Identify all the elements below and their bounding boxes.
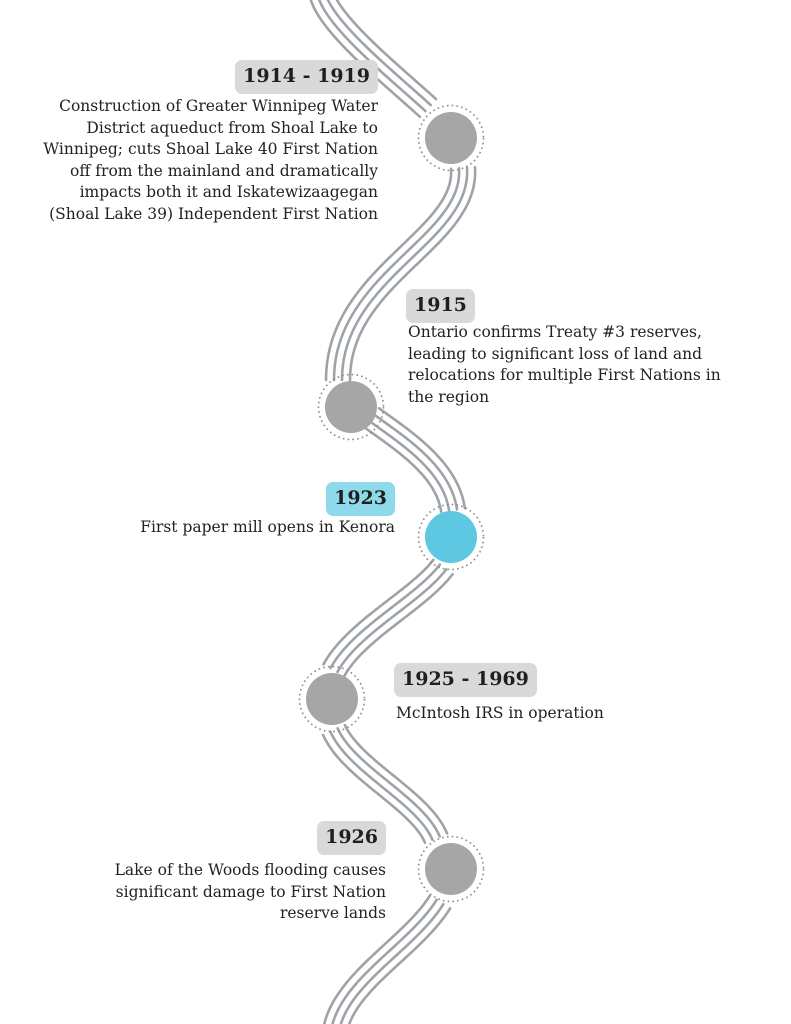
road-line xyxy=(345,574,453,676)
event-date-badge: 1926 xyxy=(317,821,386,855)
event-description: Lake of the Woods flooding causes significant damage to First Nation reserve lands xyxy=(114,861,386,922)
road-line xyxy=(331,565,440,668)
event-date-badge: 1914 - 1919 xyxy=(235,60,378,94)
timeline-node xyxy=(417,104,485,172)
event-date-badge: 1925 - 1969 xyxy=(394,663,537,697)
timeline-node xyxy=(317,373,385,441)
event-date-badge-highlighted: 1923 xyxy=(326,482,395,516)
event-date-badge: 1915 xyxy=(406,289,475,323)
event-description: Ontario confirms Treaty #3 reserves, leading to significant loss of land and relocations for multiple First Nations in the region xyxy=(408,323,721,406)
timeline-node-highlighted xyxy=(417,503,485,571)
road-line xyxy=(323,560,433,664)
event-description: First paper mill opens in Kenora xyxy=(140,518,395,536)
timeline-node xyxy=(298,665,366,733)
timeline-node xyxy=(417,835,485,903)
event-description: Construction of Greater Winnipeg Water District aqueduct from Shoal Lake to Winnipeg; cuts Shoal Lake 40 First Nation off from the mainland and dramatically impacts both it and Iskatewizaagegan (Shoal Lake 39) Independent First Nation xyxy=(43,97,378,223)
road-line xyxy=(338,569,447,672)
event-description: McIntosh IRS in operation xyxy=(396,704,604,722)
road-line xyxy=(317,0,425,111)
